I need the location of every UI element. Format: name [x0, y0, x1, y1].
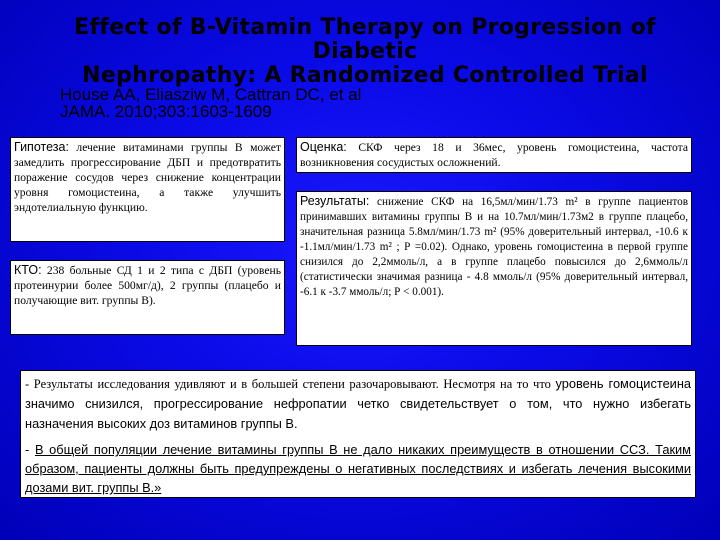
conclusion-paragraph-1 [25, 374, 691, 434]
conclusion-text-2: В общей популяции лечение витамины группы В не дало никаких преимуществ в отношении ССЗ. Таким образом, пациенты должны быть предупреждены о негативных последствиях и избегать лечения высокими дозами вит. группы В.» [25, 442, 691, 495]
conclusion-paragraph-2 [25, 440, 691, 497]
conclusion-dash-2: - [25, 442, 30, 457]
results-box [296, 191, 692, 346]
slide-title [20, 16, 710, 88]
citation-journal: JAMA. 2010;303:1603-1609 [60, 102, 272, 121]
conclusion-dash-1: - [25, 377, 30, 391]
participants-label: КТО: [14, 263, 42, 277]
hypothesis-box [10, 137, 285, 242]
participants-text: 238 больные СД 1 и 2 типа с ДБП (уровень протеинурии более 500мг/д), 2 группы (плацебо и получающие вит. группы В). [14, 264, 281, 307]
assessment-box [296, 137, 692, 173]
conclusion-box [20, 370, 696, 498]
assessment-label: Оценка: [300, 140, 347, 154]
hypothesis-text: лечение витаминами группы В может замедлить прогрессирование ДБП и предотвратить поражение сосудов через снижение концентрации уровня гомоцистеина, а также улучшить эндотелиальную функцию. [14, 141, 281, 214]
slide-title-line-2: Nephropathy: A Randomized Controlled Trial [82, 63, 648, 88]
results-text: снижение СКФ на 16,5мл/мин/1.73 m² в группе пациентов принимавших витамины группы В и на 10.7мл/мин/1.73м2 в группе плацебо, значительная разница 5.8мл/мин/1.73 m² (95% доверительный интервал, -10.6 к -1.1мл/мин/1.73 m² ; Р =0.02). Однако, уровень гомоцистеина в первой группе снизился до 2,2ммоль/л, а в группе плацебо повысился до 2,6ммоль/л (статистически значимая разница - 4.8 ммоль/л (95% доверительный интервал, -6.1 к -3.7 ммоль/л; Р < 0.001). [300, 196, 688, 298]
citation-authors: House AA, Eliasziw M, Cattran DC, et al [60, 85, 362, 104]
hypothesis-label: Гипотеза: [14, 140, 69, 154]
slide-title-line-1: Effect of B-Vitamin Therapy on Progression of Diabetic [74, 15, 656, 64]
results-label: Результаты: [300, 194, 370, 208]
conclusion-text-1a: Результаты исследования удивляют и в большей степени разочаровывают. Несмотря на то что [33, 377, 551, 391]
assessment-text: СКФ через 18 и 36мес, уровень гомоцистеина, частота возникновения сосудистых осложнений. [300, 141, 688, 169]
conclusion-text-1b: уровень гомоцистеина значимо снизился, прогрессирование нефропатии четко свидетельствует о том, что нужно избегать назначения высоких доз витаминов группы В. [25, 376, 692, 431]
participants-box [10, 260, 285, 335]
citation [60, 86, 361, 120]
